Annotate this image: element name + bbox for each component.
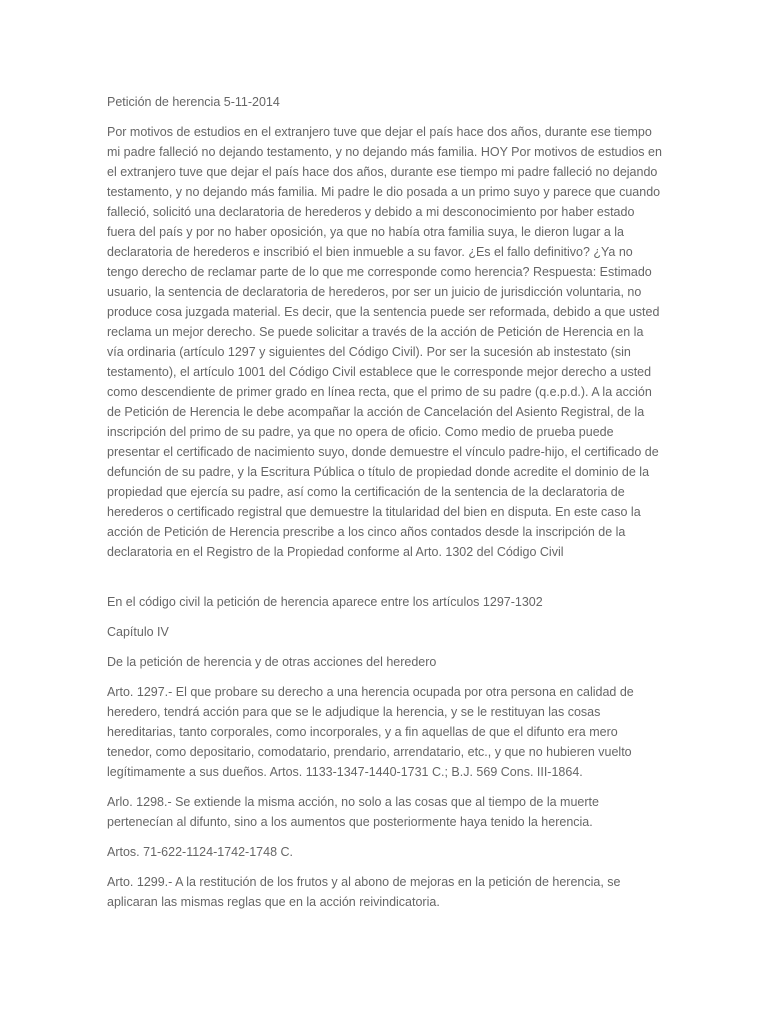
chapter-heading: Capítulo IV (107, 625, 169, 639)
code-intro-paragraph: En el código civil la petición de herencia aparece entre los artículos 1297-1302 (107, 595, 543, 609)
document-title: Petición de herencia 5-11-2014 (107, 95, 280, 109)
chapter-title: De la petición de herencia y de otras acciones del heredero (107, 655, 437, 669)
article-1299: Arto. 1299.- A la restitución de los frutos y al abono de mejoras en la petición de herencia, se aplicaran las mismas reglas que en la acción reivindicatoria. (107, 875, 621, 909)
article-1298-references: Artos. 71-622-1124-1742-1748 C. (107, 845, 293, 859)
article-1297: Arto. 1297.- El que probare su derecho a una herencia ocupada por otra persona en calidad de heredero, tendrá acción para que se le adjudique la herencia, y se le restituyan las cosas hereditarias, tanto corporales, como incorporales, y a fin aquellas de que el difunto era mero tenedor, como depositario, comodatario, prendario, arrendatario, etc., y que no hubieren vuelto legítimamente a sus dueños. Artos. 1133-1347-1440-1731 C.; B.J. 569 Cons. III-1864. (107, 685, 634, 779)
article-1298: Arlo. 1298.- Se extiende la misma acción, no solo a las cosas que al tiempo de la muerte pertenecían al difunto, sino a los aumentos que posteriormente haya tenido la herencia. (107, 795, 599, 829)
document-page (107, 92, 662, 922)
question-answer-paragraph: Por motivos de estudios en el extranjero tuve que dejar el país hace dos años, durante ese tiempo mi padre falleció no dejando testamento, y no dejando más familia. HOY Por motivos de estudios en el extranjero tuve que dejar el país hace dos años, durante ese tiempo mi padre falleció no dejando testamento, y no dejando más familia. Mi padre le dio posada a un primo suyo y parece que cuando falleció, solicitó una declaratoria de herederos y debido a mi desconocimiento por haber estado fuera del país y por no haber oposición, ya que no había otra familia suya, le dieron lugar a la declaratoria de herederos e inscribió el bien inmueble a su favor. ¿Es el fallo definitivo? ¿Ya no tengo derecho de reclamar parte de lo que me corresponde como herencia? Respuesta: Estimado usuario, la sentencia de declaratoria de herederos, por ser un juicio de jurisdicción voluntaria, no produce cosa juzgada material. Es decir, que la sentencia puede ser reformada, debido a que usted reclama un mejor derecho. Se puede solicitar a través de la acción de Petición de Herencia en la vía ordinaria (artículo 1297 y siguientes del Código Civil). Por ser la sucesión ab instestato (sin testamento), el artículo 1001 del Código Civil establece que le corresponde mejor derecho a usted como descendiente de primer grado en línea recta, que el primo de su padre (q.e.p.d.). A la acción de Petición de Herencia le debe acompañar la acción de Cancelación del Asiento Registral, de la inscripción del primo de su padre, ya que no opera de oficio. Como medio de prueba puede presentar el certificado de nacimiento suyo, donde demuestre el vínculo padre-hijo, el certificado de defunción de su padre, y la Escritura Pública o título de propiedad donde acredite el dominio de la propiedad que ejercía su padre, así como la certificación de la sentencia de la declaratoria de herederos o certificado registral que demuestre la titularidad del bien en disputa. En este caso la acción de Petición de Herencia prescribe a los cinco años contados desde la inscripción de la declaratoria en el Registro de la Propiedad conforme al Arto. 1302 del Código Civil (107, 125, 662, 559)
